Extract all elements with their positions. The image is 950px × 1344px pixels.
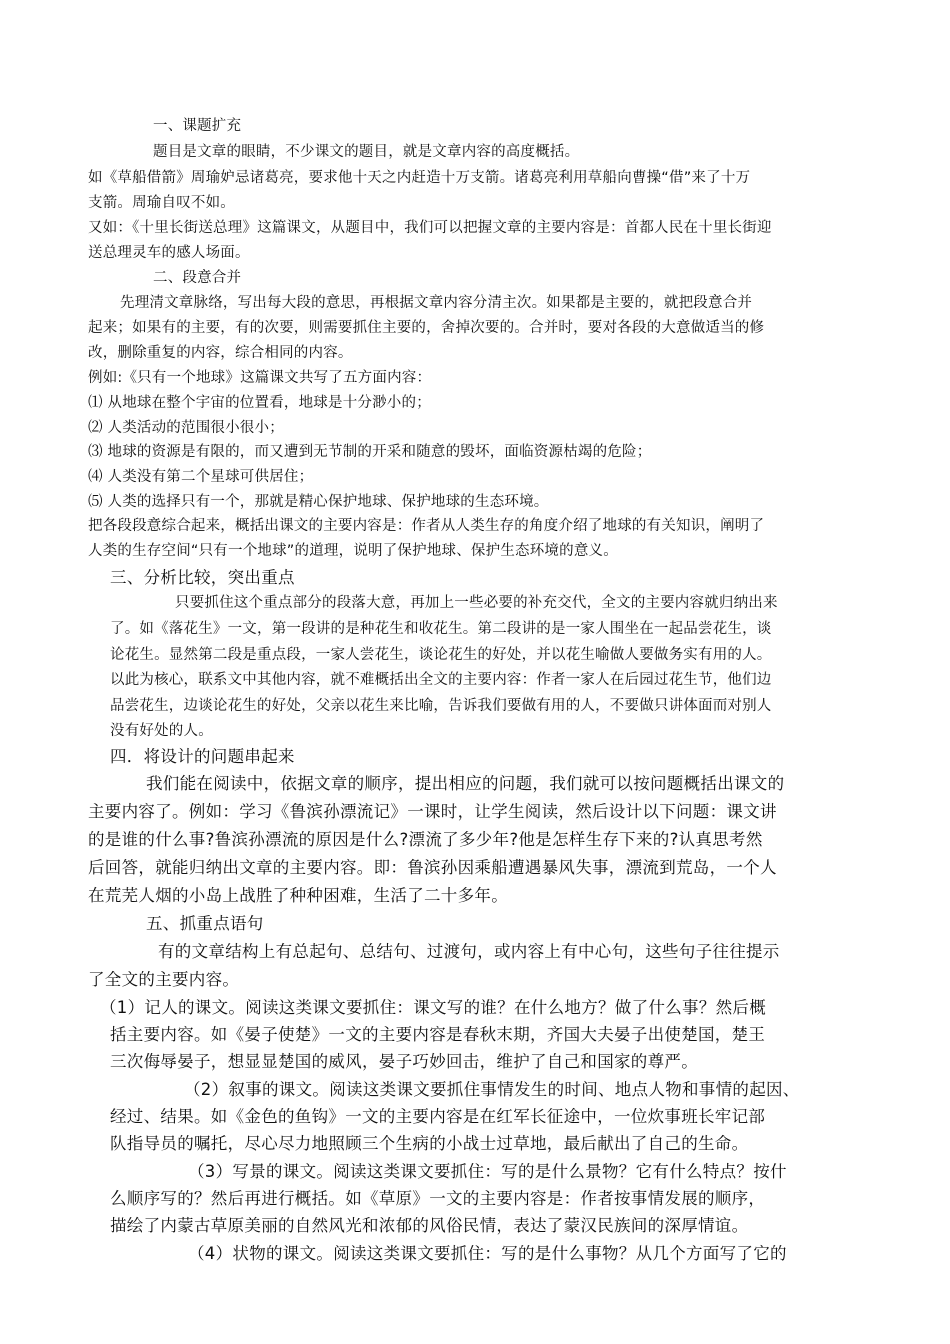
paragraph-line: 品尝花生，边谈论花生的好处，父亲以花生来比喻，告诉我们要做有用的人，不要做只讲体面而对别人	[110, 698, 772, 714]
paragraph-line: 人类的生存空间“只有一个地球”的道理，说明了保护地球、保护生态环境的意义。	[88, 543, 618, 559]
paragraph-line: 没有好处的人。	[110, 723, 213, 739]
paragraph-line: 又如：《十里长街送总理》这篇课文，从题目中，我们可以把握文章的主要内容是：首都人民在十里长街迎	[88, 220, 772, 236]
paragraph-line: 支箭。周瑜自叹不如。	[88, 195, 235, 211]
list-item: ⑷ 人类没有第二个星球可供居住；	[88, 469, 314, 485]
paragraph-line: （2）叙事的课文。阅读这类课文要抓住事情发生的时间、地点人物和事情的起因、	[184, 1080, 800, 1099]
paragraph-line: 起来；如果有的主要，有的次要，则需要抓住主要的，舍掉次要的。合并时，要对各段的大意做适当的修	[88, 320, 765, 336]
paragraph-line: 三次侮辱晏子，想显显楚国的威风，晏子巧妙回击，维护了自己和国家的尊严。	[110, 1052, 698, 1071]
paragraph-line: 经过、结果。如《金色的鱼钩》一文的主要内容是在红军长征途中，一位炊事班长牢记部	[110, 1107, 766, 1126]
paragraph-line: 括主要内容。如《晏子使楚》一文的主要内容是春秋末期，齐国大夫晏子出使楚国，楚王	[110, 1025, 766, 1044]
paragraph-line: 论花生。显然第二段是重点段，一家人尝花生，谈论花生的好处，并以花生喻做人要做务实有用的人。	[110, 647, 772, 663]
paragraph-line: 么顺序写的？然后再进行概括。如《草原》一文的主要内容是：作者按事情发展的顺序，	[110, 1189, 766, 1208]
paragraph-line: 先理清文章脉络，写出每大段的意思，再根据文章内容分清主次。如果都是主要的，就把段意合并	[120, 295, 753, 311]
paragraph-line: （4）状物的课文。阅读这类课文要抓住：写的是什么事物？从几个方面写了它的	[188, 1244, 787, 1263]
paragraph-line: 把各段段意综合起来，概括出课文的主要内容是：作者从人类生存的角度介绍了地球的有关知识，阐明了	[88, 518, 765, 534]
paragraph-line: 我们能在阅读中，依据文章的顺序，提出相应的问题，我们就可以按问题概括出课文的	[146, 774, 785, 793]
paragraph-line: 的是谁的什么事?鲁滨孙漂流的原因是什么?漂流了多少年?他是怎样生存下来的?认真思考然	[88, 830, 763, 849]
paragraph-line: 送总理灵车的感人场面。	[88, 245, 250, 261]
paragraph-line: 了全文的主要内容。	[88, 970, 240, 989]
section-2-heading: 二、段意合并	[153, 270, 242, 286]
paragraph-line: 有的文章结构上有总起句、总结句、过渡句，或内容上有中心句，这些句子往往提示	[158, 942, 780, 961]
section-1-heading: 一、课题扩充	[153, 118, 242, 134]
paragraph-line: 题目是文章的眼睛，不少课文的题目，就是文章内容的高度概括。	[153, 144, 580, 160]
list-item: ⑴ 从地球在整个宇宙的位置看，地球是十分渺小的；	[88, 395, 431, 411]
section-4-heading: 四．将设计的问题串起来	[110, 747, 295, 766]
paragraph-line: 后回答，就能归纳出文章的主要内容。即：鲁滨孙因乘船遭遇暴风失事，漂流到荒岛，一个人	[88, 858, 777, 877]
paragraph-line: 主要内容了。例如：学习《鲁滨孙漂流记》一课时，让学生阅读，然后设计以下问题：课文讲	[88, 802, 777, 821]
paragraph-line: （3）写景的课文。阅读这类课文要抓住：写的是什么景物？它有什么特点？按什	[188, 1162, 787, 1181]
list-item: ⑸ 人类的选择只有一个，那就是精心保护地球、保护地球的生态环境。	[88, 494, 549, 510]
paragraph-line: 描绘了内蒙古草原美丽的自然风光和浓郁的风俗民情，表达了蒙汉民族间的深厚情谊。	[110, 1216, 749, 1235]
paragraph-line: 如《草船借箭》周瑜妒忌诸葛亮，要求他十天之内赶造十万支箭。诸葛亮利用草船向曹操“借”来了十万	[88, 170, 751, 186]
paragraph-line: 只要抓住这个重点部分的段落大意，再加上一些必要的补充交代，全文的主要内容就归纳出来	[175, 595, 778, 611]
list-item: ⑵ 人类活动的范围很小很小；	[88, 420, 284, 436]
paragraph-line: 以此为核心，联系文中其他内容，就不难概括出全文的主要内容：作者一家人在后园过花生节，他们边	[110, 672, 772, 688]
paragraph-line: 在荒芜人烟的小岛上战胜了种种困难，生活了二十多年。	[88, 886, 508, 905]
section-5-heading: 五、抓重点语句	[146, 914, 264, 933]
paragraph-line: （1）记人的课文。阅读这类课文要抓住：课文写的谁？在什么地方？做了什么事？然后概	[100, 998, 766, 1017]
paragraph-line: 改，删除重复的内容，综合相同的内容。	[88, 345, 353, 361]
paragraph-line: 队指导员的嘱托，尽心尽力地照顾三个生病的小战士过草地，最后献出了自己的生命。	[110, 1134, 749, 1153]
paragraph-line: 了。如《落花生》一文，第一段讲的是种花生和收花生。第二段讲的是一家人围坐在一起品尝花生，谈	[110, 621, 772, 637]
list-item: ⑶ 地球的资源是有限的，而又遭到无节制的开采和随意的毁坏，面临资源枯竭的危险；	[88, 444, 652, 460]
paragraph-line: 例如:《只有一个地球》这篇课文共写了五方面内容：	[88, 370, 432, 386]
section-3-heading: 三、分析比较，突出重点	[110, 568, 295, 587]
